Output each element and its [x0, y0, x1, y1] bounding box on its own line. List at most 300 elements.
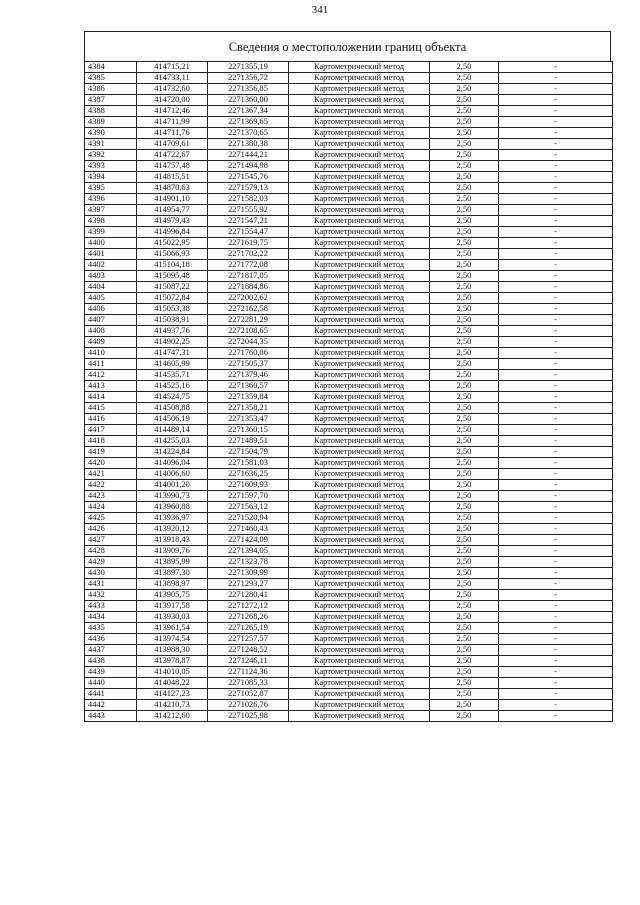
cell-x-coordinate: 413909,76	[137, 546, 208, 557]
cell-method: Картометрический метод	[289, 447, 430, 458]
table-row	[85, 645, 613, 656]
cell-note: -	[499, 95, 613, 106]
cell-y-coordinate: 2271884,86	[208, 282, 289, 293]
cell-point-number: 4427	[85, 535, 137, 546]
cell-x-coordinate: 413988,30	[137, 645, 208, 656]
cell-point-number: 4429	[85, 557, 137, 568]
cell-accuracy: 2,50	[430, 139, 499, 150]
cell-point-number: 4406	[85, 304, 137, 315]
cell-x-coordinate: 413895,99	[137, 557, 208, 568]
cell-accuracy: 2,50	[430, 656, 499, 667]
cell-y-coordinate: 2271581,03	[208, 458, 289, 469]
cell-method: Картометрический метод	[289, 546, 430, 557]
cell-x-coordinate: 414001,20	[137, 480, 208, 491]
cell-method: Картометрический метод	[289, 678, 430, 689]
cell-y-coordinate: 2272281,29	[208, 315, 289, 326]
cell-accuracy: 2,50	[430, 513, 499, 524]
cell-x-coordinate: 414815,51	[137, 172, 208, 183]
cell-method: Картометрический метод	[289, 645, 430, 656]
table-row	[85, 326, 613, 337]
cell-accuracy: 2,50	[430, 216, 499, 227]
cell-x-coordinate: 415072,84	[137, 293, 208, 304]
cell-note: -	[499, 249, 613, 260]
cell-accuracy: 2,50	[430, 612, 499, 623]
table-row	[85, 348, 613, 359]
cell-note: -	[499, 656, 613, 667]
cell-accuracy: 2,50	[430, 469, 499, 480]
cell-note: -	[499, 524, 613, 535]
cell-point-number: 4409	[85, 337, 137, 348]
cell-note: -	[499, 469, 613, 480]
cell-y-coordinate: 2271636,25	[208, 469, 289, 480]
cell-note: -	[499, 667, 613, 678]
cell-note: -	[499, 282, 613, 293]
cell-accuracy: 2,50	[430, 348, 499, 359]
cell-accuracy: 2,50	[430, 326, 499, 337]
cell-y-coordinate: 2271579,13	[208, 183, 289, 194]
cell-method: Картометрический метод	[289, 667, 430, 678]
cell-x-coordinate: 414535,71	[137, 370, 208, 381]
cell-method: Картометрический метод	[289, 414, 430, 425]
cell-method: Картометрический метод	[289, 183, 430, 194]
cell-method: Картометрический метод	[289, 326, 430, 337]
cell-point-number: 4417	[85, 425, 137, 436]
cell-method: Картометрический метод	[289, 205, 430, 216]
cell-method: Картометрический метод	[289, 535, 430, 546]
cell-method: Картометрический метод	[289, 612, 430, 623]
table-row	[85, 95, 613, 106]
table-row	[85, 700, 613, 711]
cell-note: -	[499, 260, 613, 271]
cell-accuracy: 2,50	[430, 271, 499, 282]
table-row	[85, 205, 613, 216]
cell-y-coordinate: 2271323,78	[208, 557, 289, 568]
cell-point-number: 4416	[85, 414, 137, 425]
cell-point-number: 4388	[85, 106, 137, 117]
cell-y-coordinate: 2271369,65	[208, 117, 289, 128]
cell-method: Картометрический метод	[289, 315, 430, 326]
table-row	[85, 117, 613, 128]
cell-note: -	[499, 62, 613, 73]
cell-point-number: 4393	[85, 161, 137, 172]
cell-method: Картометрический метод	[289, 590, 430, 601]
cell-y-coordinate: 2271359,84	[208, 392, 289, 403]
cell-y-coordinate: 2271702,22	[208, 249, 289, 260]
cell-x-coordinate: 414747,31	[137, 348, 208, 359]
cell-y-coordinate: 2271563,12	[208, 502, 289, 513]
cell-method: Картометрический метод	[289, 502, 430, 513]
cell-method: Картометрический метод	[289, 227, 430, 238]
cell-x-coordinate: 414096,04	[137, 458, 208, 469]
cell-point-number: 4418	[85, 436, 137, 447]
cell-note: -	[499, 711, 613, 722]
cell-y-coordinate: 2271353,47	[208, 414, 289, 425]
cell-x-coordinate: 414732,60	[137, 84, 208, 95]
cell-method: Картометрический метод	[289, 700, 430, 711]
cell-method: Картометрический метод	[289, 161, 430, 172]
cell-method: Картометрический метод	[289, 337, 430, 348]
cell-point-number: 4399	[85, 227, 137, 238]
cell-note: -	[499, 513, 613, 524]
cell-x-coordinate: 413930,03	[137, 612, 208, 623]
cell-point-number: 4442	[85, 700, 137, 711]
cell-point-number: 4431	[85, 579, 137, 590]
cell-note: -	[499, 315, 613, 326]
cell-y-coordinate: 2271394,05	[208, 546, 289, 557]
cell-note: -	[499, 645, 613, 656]
cell-accuracy: 2,50	[430, 425, 499, 436]
cell-method: Картометрический метод	[289, 282, 430, 293]
table-row	[85, 689, 613, 700]
cell-note: -	[499, 447, 613, 458]
cell-point-number: 4433	[85, 601, 137, 612]
cell-y-coordinate: 2271360,57	[208, 381, 289, 392]
table-row	[85, 194, 613, 205]
table-row	[85, 216, 613, 227]
cell-point-number: 4395	[85, 183, 137, 194]
cell-accuracy: 2,50	[430, 106, 499, 117]
cell-accuracy: 2,50	[430, 238, 499, 249]
cell-y-coordinate: 2271257,57	[208, 634, 289, 645]
table-row	[85, 370, 613, 381]
cell-x-coordinate: 415053,38	[137, 304, 208, 315]
cell-method: Картометрический метод	[289, 359, 430, 370]
cell-point-number: 4400	[85, 238, 137, 249]
cell-method: Картометрический метод	[289, 84, 430, 95]
cell-method: Картометрический метод	[289, 557, 430, 568]
cell-x-coordinate: 414524,75	[137, 392, 208, 403]
cell-y-coordinate: 2271520,94	[208, 513, 289, 524]
cell-y-coordinate: 2271444,21	[208, 150, 289, 161]
cell-accuracy: 2,50	[430, 282, 499, 293]
cell-y-coordinate: 2271025,98	[208, 711, 289, 722]
cell-accuracy: 2,50	[430, 95, 499, 106]
cell-x-coordinate: 414715,21	[137, 62, 208, 73]
cell-note: -	[499, 425, 613, 436]
cell-y-coordinate: 2271547,21	[208, 216, 289, 227]
cell-y-coordinate: 2271817,05	[208, 271, 289, 282]
cell-method: Картометрический метод	[289, 513, 430, 524]
cell-method: Картометрический метод	[289, 216, 430, 227]
table-row	[85, 73, 613, 84]
cell-point-number: 4423	[85, 491, 137, 502]
page-number: 341	[311, 4, 329, 16]
cell-method: Картометрический метод	[289, 656, 430, 667]
cell-y-coordinate: 2271582,03	[208, 194, 289, 205]
cell-x-coordinate: 413917,58	[137, 601, 208, 612]
cell-x-coordinate: 413920,12	[137, 524, 208, 535]
cell-accuracy: 2,50	[430, 601, 499, 612]
cell-y-coordinate: 2271280,41	[208, 590, 289, 601]
cell-note: -	[499, 579, 613, 590]
table-row	[85, 227, 613, 238]
cell-y-coordinate: 2271356,85	[208, 84, 289, 95]
cell-y-coordinate: 2271379,46	[208, 370, 289, 381]
table-row	[85, 634, 613, 645]
cell-accuracy: 2,50	[430, 623, 499, 634]
table-row	[85, 535, 613, 546]
cell-note: -	[499, 238, 613, 249]
cell-accuracy: 2,50	[430, 689, 499, 700]
table-row	[85, 469, 613, 480]
cell-point-number: 4392	[85, 150, 137, 161]
cell-method: Картометрический метод	[289, 689, 430, 700]
table-row	[85, 414, 613, 425]
cell-note: -	[499, 370, 613, 381]
table-row	[85, 128, 613, 139]
cell-point-number: 4441	[85, 689, 137, 700]
cell-y-coordinate: 2272044,35	[208, 337, 289, 348]
cell-note: -	[499, 84, 613, 95]
cell-note: -	[499, 205, 613, 216]
cell-point-number: 4428	[85, 546, 137, 557]
cell-x-coordinate: 414954,77	[137, 205, 208, 216]
cell-point-number: 4440	[85, 678, 137, 689]
cell-accuracy: 2,50	[430, 480, 499, 491]
cell-y-coordinate: 2272162,58	[208, 304, 289, 315]
cell-note: -	[499, 381, 613, 392]
cell-x-coordinate: 414506,19	[137, 414, 208, 425]
cell-note: -	[499, 172, 613, 183]
cell-note: -	[499, 216, 613, 227]
cell-note: -	[499, 502, 613, 513]
table-row	[85, 678, 613, 689]
table-row	[85, 271, 613, 282]
cell-note: -	[499, 403, 613, 414]
cell-x-coordinate: 415022,95	[137, 238, 208, 249]
cell-point-number: 4438	[85, 656, 137, 667]
cell-accuracy: 2,50	[430, 546, 499, 557]
table-row	[85, 381, 613, 392]
table-row	[85, 106, 613, 117]
cell-note: -	[499, 128, 613, 139]
cell-y-coordinate: 2271268,26	[208, 612, 289, 623]
cell-point-number: 4394	[85, 172, 137, 183]
cell-y-coordinate: 2271370,65	[208, 128, 289, 139]
table-row	[85, 458, 613, 469]
table-header-frame	[84, 31, 611, 61]
table-row	[85, 392, 613, 403]
document-title: Сведения о местоположении границ объекта	[228, 40, 467, 54]
cell-point-number: 4413	[85, 381, 137, 392]
cell-x-coordinate: 413897,30	[137, 568, 208, 579]
cell-point-number: 4430	[85, 568, 137, 579]
cell-y-coordinate: 2271554,47	[208, 227, 289, 238]
cell-point-number: 4387	[85, 95, 137, 106]
table-row	[85, 150, 613, 161]
cell-note: -	[499, 117, 613, 128]
cell-accuracy: 2,50	[430, 568, 499, 579]
cell-accuracy: 2,50	[430, 304, 499, 315]
cell-x-coordinate: 414127,23	[137, 689, 208, 700]
cell-point-number: 4407	[85, 315, 137, 326]
cell-y-coordinate: 2271358,21	[208, 403, 289, 414]
table-row	[85, 546, 613, 557]
cell-method: Картометрический метод	[289, 392, 430, 403]
cell-note: -	[499, 458, 613, 469]
cell-note: -	[499, 634, 613, 645]
cell-point-number: 4424	[85, 502, 137, 513]
cell-point-number: 4412	[85, 370, 137, 381]
cell-accuracy: 2,50	[430, 502, 499, 513]
cell-point-number: 4397	[85, 205, 137, 216]
cell-y-coordinate: 2272002,62	[208, 293, 289, 304]
cell-x-coordinate: 414709,61	[137, 139, 208, 150]
cell-method: Картометрический метод	[289, 425, 430, 436]
table-row	[85, 84, 613, 95]
cell-note: -	[499, 535, 613, 546]
cell-point-number: 4405	[85, 293, 137, 304]
cell-note: -	[499, 601, 613, 612]
cell-x-coordinate: 414722,67	[137, 150, 208, 161]
cell-accuracy: 2,50	[430, 403, 499, 414]
cell-note: -	[499, 194, 613, 205]
cell-y-coordinate: 2271026,76	[208, 700, 289, 711]
cell-method: Картометрический метод	[289, 128, 430, 139]
cell-point-number: 4434	[85, 612, 137, 623]
table-row	[85, 579, 613, 590]
cell-y-coordinate: 2271265,19	[208, 623, 289, 634]
cell-y-coordinate: 2271360,15	[208, 425, 289, 436]
table-row	[85, 337, 613, 348]
cell-accuracy: 2,50	[430, 645, 499, 656]
cell-note: -	[499, 348, 613, 359]
cell-method: Картометрический метод	[289, 95, 430, 106]
cell-point-number: 4443	[85, 711, 137, 722]
cell-accuracy: 2,50	[430, 678, 499, 689]
table-row	[85, 315, 613, 326]
cell-point-number: 4421	[85, 469, 137, 480]
cell-point-number: 4402	[85, 260, 137, 271]
cell-point-number: 4398	[85, 216, 137, 227]
cell-x-coordinate: 414996,84	[137, 227, 208, 238]
cell-method: Картометрический метод	[289, 304, 430, 315]
table-row	[85, 238, 613, 249]
table-row	[85, 62, 613, 73]
cell-point-number: 4422	[85, 480, 137, 491]
table-row	[85, 513, 613, 524]
cell-y-coordinate: 2272108,65	[208, 326, 289, 337]
cell-x-coordinate: 414979,43	[137, 216, 208, 227]
cell-y-coordinate: 2271356,72	[208, 73, 289, 84]
cell-accuracy: 2,50	[430, 557, 499, 568]
cell-accuracy: 2,50	[430, 436, 499, 447]
cell-y-coordinate: 2271360,00	[208, 95, 289, 106]
cell-note: -	[499, 557, 613, 568]
cell-accuracy: 2,50	[430, 579, 499, 590]
cell-method: Картометрический метод	[289, 381, 430, 392]
cell-method: Картометрический метод	[289, 568, 430, 579]
cell-point-number: 4403	[85, 271, 137, 282]
cell-y-coordinate: 2271293,27	[208, 579, 289, 590]
cell-y-coordinate: 2271052,87	[208, 689, 289, 700]
cell-accuracy: 2,50	[430, 172, 499, 183]
cell-accuracy: 2,50	[430, 535, 499, 546]
cell-y-coordinate: 2271760,86	[208, 348, 289, 359]
table-row	[85, 161, 613, 172]
cell-method: Картометрический метод	[289, 139, 430, 150]
cell-accuracy: 2,50	[430, 315, 499, 326]
cell-y-coordinate: 2271505,37	[208, 359, 289, 370]
cell-method: Картометрический метод	[289, 491, 430, 502]
cell-x-coordinate: 414006,60	[137, 469, 208, 480]
cell-note: -	[499, 106, 613, 117]
cell-method: Картометрический метод	[289, 403, 430, 414]
cell-accuracy: 2,50	[430, 634, 499, 645]
cell-x-coordinate: 414048,22	[137, 678, 208, 689]
cell-note: -	[499, 304, 613, 315]
cell-method: Картометрический метод	[289, 62, 430, 73]
cell-method: Картометрический метод	[289, 106, 430, 117]
cell-note: -	[499, 568, 613, 579]
cell-y-coordinate: 2271309,99	[208, 568, 289, 579]
table-row	[85, 172, 613, 183]
table-row	[85, 568, 613, 579]
cell-x-coordinate: 414757,48	[137, 161, 208, 172]
cell-point-number: 4408	[85, 326, 137, 337]
cell-method: Картометрический метод	[289, 469, 430, 480]
cell-accuracy: 2,50	[430, 700, 499, 711]
cell-note: -	[499, 480, 613, 491]
cell-x-coordinate: 413898,97	[137, 579, 208, 590]
cell-note: -	[499, 161, 613, 172]
cell-x-coordinate: 413960,88	[137, 502, 208, 513]
table-row	[85, 590, 613, 601]
coordinates-table	[84, 61, 613, 722]
table-row	[85, 260, 613, 271]
cell-point-number: 4391	[85, 139, 137, 150]
table-row	[85, 183, 613, 194]
cell-method: Картометрический метод	[289, 117, 430, 128]
cell-accuracy: 2,50	[430, 227, 499, 238]
cell-accuracy: 2,50	[430, 414, 499, 425]
table-row	[85, 612, 613, 623]
cell-point-number: 4404	[85, 282, 137, 293]
cell-point-number: 4401	[85, 249, 137, 260]
cell-method: Картометрический метод	[289, 458, 430, 469]
cell-x-coordinate: 413974,54	[137, 634, 208, 645]
table-row	[85, 293, 613, 304]
table-row	[85, 359, 613, 370]
cell-x-coordinate: 414489,14	[137, 425, 208, 436]
cell-y-coordinate: 2271489,51	[208, 436, 289, 447]
cell-y-coordinate: 2271424,09	[208, 535, 289, 546]
cell-method: Картометрический метод	[289, 623, 430, 634]
cell-y-coordinate: 2271124,36	[208, 667, 289, 678]
cell-method: Картометрический метод	[289, 524, 430, 535]
cell-method: Картометрический метод	[289, 348, 430, 359]
cell-point-number: 4425	[85, 513, 137, 524]
cell-point-number: 4435	[85, 623, 137, 634]
cell-x-coordinate: 413961,54	[137, 623, 208, 634]
cell-x-coordinate: 414210,73	[137, 700, 208, 711]
cell-method: Картометрический метод	[289, 634, 430, 645]
cell-point-number: 4420	[85, 458, 137, 469]
cell-note: -	[499, 359, 613, 370]
cell-note: -	[499, 73, 613, 84]
cell-method: Картометрический метод	[289, 260, 430, 271]
cell-x-coordinate: 414711,99	[137, 117, 208, 128]
cell-accuracy: 2,50	[430, 183, 499, 194]
cell-point-number: 4411	[85, 359, 137, 370]
cell-accuracy: 2,50	[430, 370, 499, 381]
table-row	[85, 403, 613, 414]
cell-x-coordinate: 414902,25	[137, 337, 208, 348]
cell-y-coordinate: 2271355,19	[208, 62, 289, 73]
cell-method: Картометрический метод	[289, 293, 430, 304]
cell-note: -	[499, 491, 613, 502]
cell-accuracy: 2,50	[430, 667, 499, 678]
